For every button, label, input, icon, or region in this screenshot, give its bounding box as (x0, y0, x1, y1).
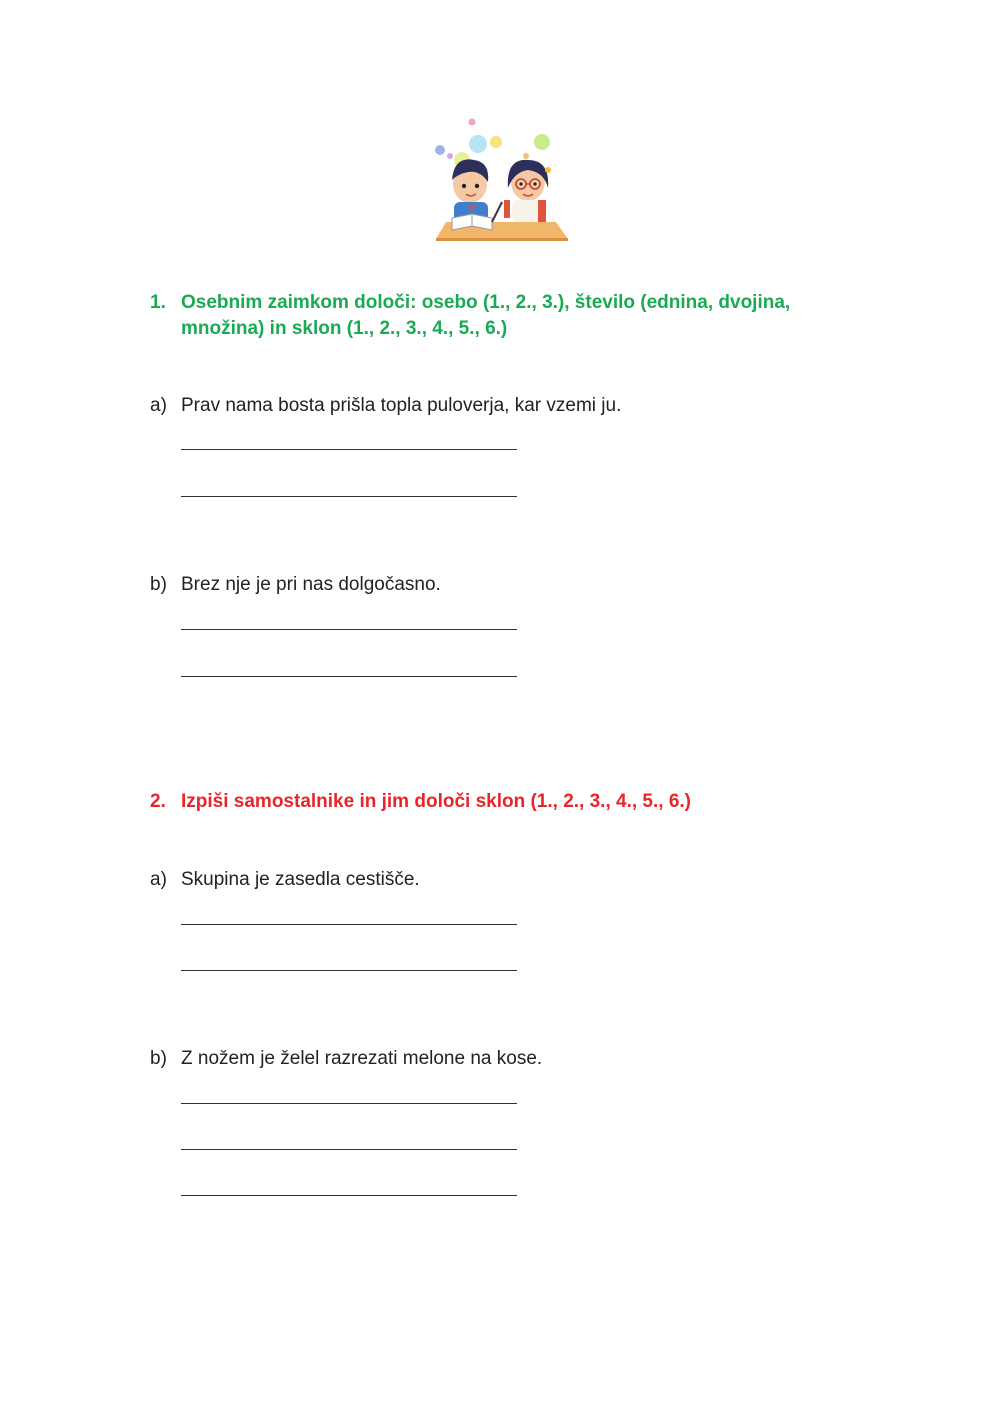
answer-line[interactable] (181, 449, 517, 450)
answer-line[interactable] (181, 1149, 517, 1150)
task-2-item-b (150, 1046, 542, 1072)
answer-line[interactable] (181, 496, 517, 497)
answer-line[interactable] (181, 924, 517, 925)
children-studying-illustration (428, 112, 574, 244)
answer-line[interactable] (181, 1195, 517, 1196)
answer-line[interactable] (181, 629, 517, 630)
task-1-item-b (150, 572, 441, 598)
answer-line[interactable] (181, 970, 517, 971)
task-2-title (150, 789, 850, 815)
answer-line[interactable] (181, 676, 517, 677)
item-sentence: Skupina je zasedla cestišče. (181, 869, 420, 890)
item-label: b) (150, 574, 167, 595)
answer-line[interactable] (181, 1103, 517, 1104)
item-label: a) (150, 395, 167, 416)
task-1-number: 1. (150, 292, 166, 313)
item-label: a) (150, 869, 167, 890)
task-2-item-a (150, 867, 420, 893)
item-sentence: Brez nje je pri nas dolgočasno. (181, 574, 441, 595)
task-1-instruction: Osebnim zaimkom določi: osebo (1., 2., 3.), število (ednina, dvojina, množina) in sklon (1., 2., 3., 4., 5., 6.) (181, 292, 791, 339)
task-2-instruction: Izpiši samostalnike in jim določi sklon (1., 2., 3., 4., 5., 6.) (181, 791, 691, 812)
item-label: b) (150, 1048, 167, 1069)
task-1-item-a (150, 393, 621, 419)
task-2-number: 2. (150, 791, 166, 812)
item-sentence: Prav nama bosta prišla topla puloverja, kar vzemi ju. (181, 395, 622, 416)
item-sentence: Z nožem je želel razrezati melone na kose. (181, 1048, 543, 1069)
task-1-title (150, 290, 850, 342)
